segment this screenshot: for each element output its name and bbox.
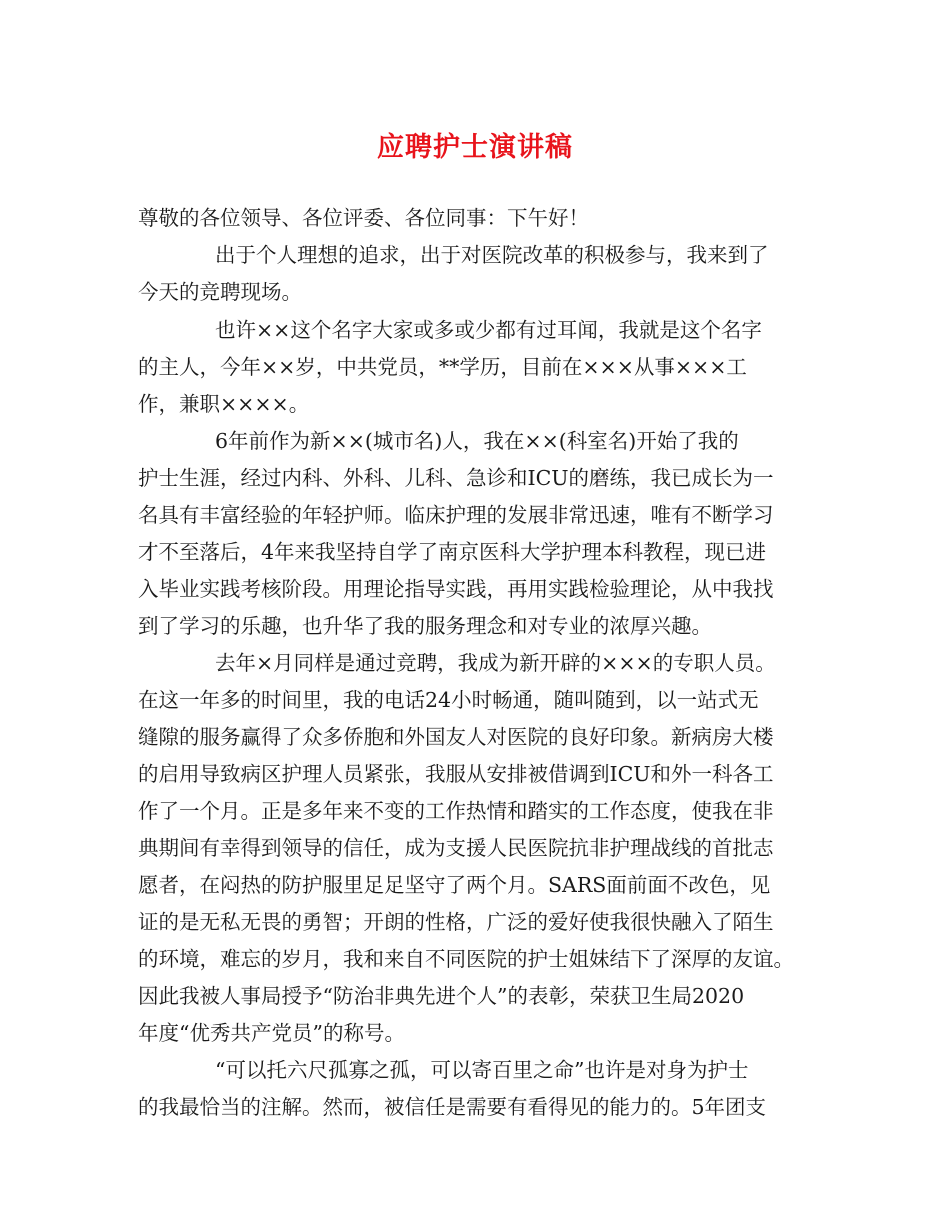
paragraph-3-line: 6年前作为新××(城市名)人，我在××(科室名)开始了我的 bbox=[215, 429, 739, 453]
paragraph-3-line: 入毕业实践考核阶段。用理论指导实践，再用实践检验理论，从中我找 bbox=[138, 577, 774, 601]
paragraph-3-line: 名具有丰富经验的年轻护师。临床护理的发展非常迅速，唯有不断学习 bbox=[138, 503, 774, 527]
paragraph-4-line: 的启用导致病区护理人员紧张，我服从安排被借调到ICU和外一科各工 bbox=[138, 762, 774, 786]
paragraph-5-line: “可以托六尺孤寡之孤，可以寄百里之命”也许是对身为护士 bbox=[215, 1058, 749, 1082]
paragraph-4-line: 的环境，难忘的岁月，我和来自不同医院的护士姐妹结下了深厚的友谊。 bbox=[138, 947, 794, 971]
paragraph-4-line: 缝隙的服务赢得了众多侨胞和外国友人对医院的良好印象。新病房大楼 bbox=[138, 725, 774, 749]
paragraph-4-line: 典期间有幸得到领导的信任，成为支援人民医院抗非护理战线的首批志 bbox=[138, 836, 774, 860]
paragraph-3-line: 到了学习的乐趣，也升华了我的服务理念和对专业的浓厚兴趣。 bbox=[138, 614, 712, 638]
paragraph-3-line: 才不至落后，4年来我坚持自学了南京医科大学护理本科教程，现已进 bbox=[138, 540, 767, 564]
document-title: 应聘护士演讲稿 bbox=[377, 132, 573, 163]
salutation-line: 尊敬的各位领导、各位评委、各位同事：下午好！ bbox=[138, 206, 589, 230]
paragraph-4-line: 在这一年多的时间里，我的电话24小时畅通，随叫随到，以一站式无 bbox=[138, 688, 759, 712]
paragraph-4-line: 去年×月同样是通过竞聘，我成为新开辟的×××的专职人员。 bbox=[215, 651, 776, 675]
paragraph-4-line: 证的是无私无畏的勇智；开朗的性格，广泛的爱好使我很快融入了陌生 bbox=[138, 910, 774, 934]
paragraph-4-line: 作了一个月。正是多年来不变的工作热情和踏实的工作态度，使我在非 bbox=[138, 799, 774, 823]
paragraph-1-line: 今天的竞聘现场。 bbox=[138, 280, 302, 304]
paragraph-2-line: 的主人，今年××岁，中共党员，**学历，目前在×××从事×××工 bbox=[138, 355, 747, 379]
paragraph-2-line: 作，兼职××××。 bbox=[138, 392, 310, 416]
paragraph-4-line: 愿者，在闷热的防护服里足足坚守了两个月。SARS面前面不改色，见 bbox=[138, 873, 771, 897]
paragraph-5-line: 的我最恰当的注解。然而，被信任是需要有看得见的能力的。5年团支 bbox=[138, 1095, 767, 1119]
paragraph-2-line: 也许××这个名字大家或多或少都有过耳闻，我就是这个名字 bbox=[215, 318, 762, 342]
paragraph-1-line: 出于个人理想的追求，出于对医院改革的积极参与，我来到了 bbox=[215, 243, 769, 267]
paragraph-4-line: 因此我被人事局授予“防治非典先进个人”的表彰，荣获卫生局2020 bbox=[138, 984, 745, 1008]
paragraph-3-line: 护士生涯，经过内科、外科、儿科、急诊和ICU的磨练，我已成长为一 bbox=[138, 466, 774, 490]
paragraph-4-line: 年度“优秀共产党员”的称号。 bbox=[138, 1021, 405, 1045]
